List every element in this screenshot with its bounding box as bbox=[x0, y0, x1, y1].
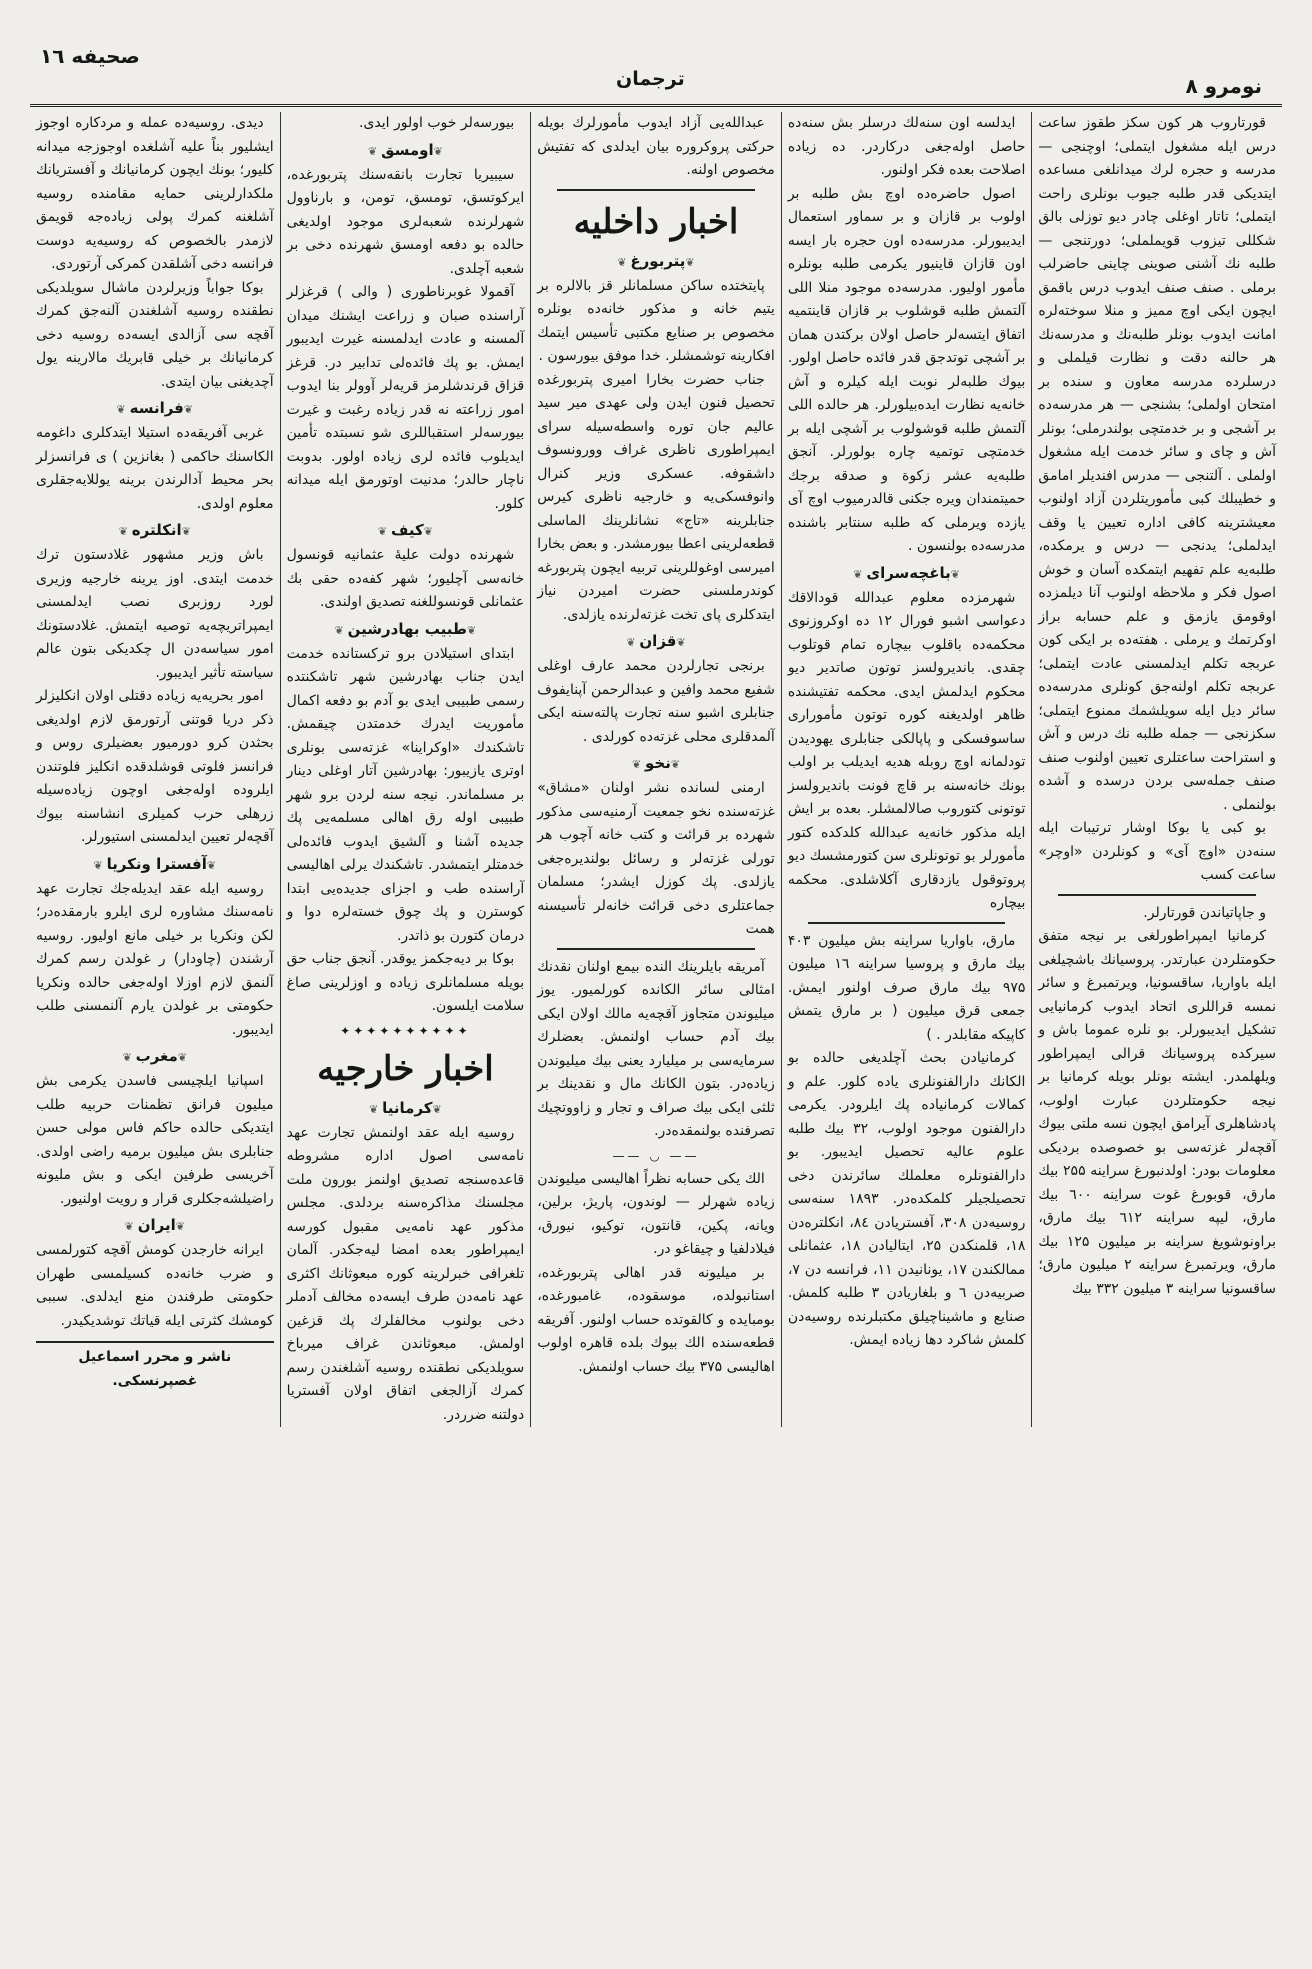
divider bbox=[557, 948, 755, 950]
paragraph: پایتختده ساکن مسلمانلر قز بالالره بر یتیم خانه و مذکور خانه‌ده بونلره مخصوص بر صنایع مکتبی تأسیس ایتمك افکارینه توشمشلر. خدا موفق بیورسون . bbox=[537, 277, 775, 364]
divider bbox=[557, 189, 755, 191]
paragraph: روسیه ایله عقد اولنمش تجارت عهد نامه‌سی اصول اداره مشروطه قاعده‌سنجه تصدیق اولنمز بورون ملت مجلسنك مذاکره‌سنه بردلدی. مجلس مذکور عهد نامه‌یی مقبول کورسه ایمپراطور بعده امضا لیه‌جکدر. آلمان تلغرافی خبرلرینه کوره مبعوثانك اکثری عهد نامه‌دن طرف ایسه‌ده مخالف آدملر دخی بولنوب مخالفلرك پك قزغین اولمش. مبعوثاندن غراف میرباخ سویلدیکی نطقنده روسیه آشلغندن رسم کمرك آزالجغی اتفاق اولان آفستریا دولتنه ضرردر. bbox=[286, 1124, 525, 1423]
section-masthead: اخبار خارجیه bbox=[317, 1048, 494, 1089]
paragraph: کرمانیادن بحث آچلدیغی حالده بو الکانك دارالفنونلری یاده کلور. علم و کمالات کرمانیاده پك ایلرودر. یکرمی دارالفنون موجود اولوب، ۳۲ بیك طلبه علوم عالیه تحصیل ایدیبور. بو دارالفنونلره معلملك سائرندن دخی تحصیلجیلر کلمکده‌در. ۱۸۹۳ سنه‌سی روسیه‌دن ۳۰۸، آفستریادن ۸٤، انکلتره‌دن ۱۸، قلمنکدن ۲۵، ایتالیادن ۱۸، عثمانلی ممالکندن ۱۷، یونانیدن ۱۱، فرانسه دن ۷، صربیه‌دن ٦ و بلغاریادن ۳ طلبه کلمش. صنایع و ماشیناچیلق مکتبلرنده روسیه‌دن کلمش شاکرد دها زیاده ایمش. bbox=[787, 1050, 1026, 1348]
divider bbox=[808, 922, 1006, 924]
ornament-divider: —— ◡ —— bbox=[612, 1148, 700, 1163]
section-heading: ❦ کرمانیا ❦ bbox=[287, 1097, 525, 1121]
paragraph: سیبیریا تجارت بانقه‌سنك پتربورغده، ایرکوتسق، تومسق، تومن، و بارناوول شهرلرنده شعبه‌لری موجود اولدیغی حالده بو دفعه اومسق شهرنده دخی بر شعبه آچلدی. bbox=[286, 166, 525, 277]
paragraph: الك یکی حسابه نظراً اهالیسی میلیوندن زیاده شهرلر — لوندون، پاریژ، برلین، ویانه، پکین، قانتون، توکیو، نیورق، فیلادلفیا و چیقاغو در. bbox=[537, 1170, 775, 1257]
paragraph: روسیه ایله عقد ایدیله‌جك تجارت عهد نامه‌سنك مشاوره لری ایلرو بارمقده‌در؛ لکن ونکریا بر خیلی مانع اولیور. روسیه آرشندن (چاودار) ر غولدن رسم کمرك آلنمق لازم اوزلا اوله‌جغی حالده ونکریا حکومتی بر غولدن یارم آلنمسنی طلب ایدیبور. bbox=[36, 880, 274, 1038]
header-rule bbox=[30, 104, 1282, 107]
paragraph: بیورسه‌لر خوب اولور ایدی. bbox=[359, 115, 515, 131]
issue-number: نومرو ۸ bbox=[1185, 74, 1262, 98]
columns bbox=[30, 112, 1282, 1427]
section-masthead: اخبار داخلیه bbox=[573, 201, 739, 242]
column-2 bbox=[781, 112, 1032, 1427]
page-number: صحیفه ۱٦ bbox=[40, 44, 140, 68]
section-heading: ❦ ایران ❦ bbox=[36, 1214, 274, 1238]
paragraph: آمریقه بایلرینك النده بیمع اولنان نقدنك امثالی سائر الکانده کورلمیور. یوز میلیوندن متجاوز آقچه‌یه مالك اولان ایکی بیك آدم حساب اولنمش. بعضلرك سرمایه‌سی بر میلیارد یعنی بیك میلیوندن زیاده‌در. بتون الکانك مال و نقدینك بر ثلثی ایکی بیك صراف و تجار و زاووتچیك تصرفنده بولنمقده‌در. bbox=[537, 958, 775, 1139]
column-1 bbox=[1031, 112, 1282, 1427]
paragraph: شهرنده دولت علیهٔ عثمانیه قونسول خانه‌سی آچلیور؛ شهر کفه‌ده حقی بك عثمانلی قونسوللغنه تصدیق اولندی. bbox=[286, 547, 525, 610]
divider bbox=[1058, 894, 1256, 896]
section-heading: ❦ قزان ❦ bbox=[537, 630, 775, 654]
paragraph: ابتدای استیلادن برو ترکستانده خدمت ایدن جناب بهادرشین شهر تاشکنتده رسمی طبیبی ایدی بو آدم بو دفعه اکمال مأموریت ایدرك خدمتدن چیقمش. تاشکندك «اوکراینا» غزته‌سی بونلری اوتری یازیبور: بهادرشین آتار اوغلی دینار بر مسلماندر. نیجه سنه لردن برو شهر طبیبی اوله رق اهالی مسلمه‌یی پك جدیده آشنا و آلشیق ایدوب فائده‌لی خدمتلر ایتمشدر. تاشکندك یرلی اهالیسی آراسنده طب و اجزای جدیده‌یی ابتدا کوسترن و پك چوق خسته‌لره دوا و درمان کتورن بو ذاتدر. bbox=[286, 645, 525, 944]
paragraph: جناب حضرت بخارا امیری پتربورغده تحصیل فنون ایدن ولی عهدی میر سید عالیم جان توره واسطه‌سیله سرای ایمپراطوری ناظری غراف وورونسوف داشقوفه. عسکری وزیر کنرال وانوفسکی‌یه و خارجیه ناظری کیرس جنابلرینه «تاج» نشانلرینك الماسلی قطعه‌لرینی اعطا بیورمشدر. و بعض بخارا امیرسی اوغوللرینی تربیه ایچون پتربورغه کوندرملسنی حضرت امیردن نیاز ایتدکلری پای تخت غزته‌لرنده یازلدی. bbox=[537, 371, 775, 623]
paragraph: مارق، باواریا سراینه بش میلیون ۴۰۳ بیك مارق و پروسیا سراینه ۱٦ میلیون ۹۷۵ بیك مارق صرف اولنور ایمش. جمعی قرق میلیون ( بر مارق یتمش کاپیکه مقابلدر . ) bbox=[787, 932, 1026, 1043]
section-heading: ❦ اومسق ❦ bbox=[287, 139, 525, 163]
section-heading: ❦ نخو ❦ bbox=[537, 752, 775, 776]
paragraph: برنجی تجارلردن محمد عارف اوغلی شفیع محمد وافین و عبدالرحمن آپنایفوف جنابلری اشبو سنه تجارت پالته‌سنه ایکی آلمدقلری محلی غزته‌ده کورلدی . bbox=[537, 658, 775, 745]
section-heading: ❦ کیف ❦ bbox=[287, 519, 525, 543]
paragraph: شهرمزده معلوم عبدالله قودالاقك دعواسی اشبو فورال ۱۲ ده اوکروزنوی محکمه‌ده باقلوب بیچاره تمام قوتلوب چقدی. باندیرولسز توتون صاتدیر دیو محکوم ایدلمش ایدی. محکمه تفتیشنده ظاهر اولدیغنه کوره توتون مأموراری ساسوفسکی و پاپالکی جنابلری یهودیدن تودلمانه اوچ روبله هدیه ایدیلب بر اولب بونك خانه‌سنه بر قاچ فونت باندیرولسز توتونی کتوروب صالالمشلر. بعده بر ایش ایله مذکور خانه‌یه عبدالله کلدکده کتور مأمورلر بو توتونلری سن کتورمشسك دیو پروتوقول یازدقاری آکلاشلدی. محکمه بیچاره bbox=[787, 589, 1026, 911]
paragraph: باش وزیر مشهور غلادستون ترك خدمت ایتدی. اوز یرینه خارجیه وزیری لورد روزبری نصب ایدلمسنی ایمپراتریچه‌یه توصیه ایتمش. غلادستونك امور سیاسه‌دن ال چکدیکی بتون عالم سیاسته تأثیر ایدیبور. bbox=[36, 547, 274, 681]
paragraph: آقمولا غوبرناطوری ( والی ) قرغزلر آراسنده صبان و زراعت ایشنك میدان آلمسنه و عادت ایدلمسنه غیرت ایدیبور ایمش. بو پك فائده‌لی تدابیر در. قرغز قزاق قرندشلرمز قریه‌لر آوولر بنا ایدوب امور زراعته نه قدر زیاده رغبت و غیرت بیورسه‌لر استقباللری شو نسبتده تأمین ایدیلوب فائده لری زیاده اولور. بدوبت ناچار حالدر؛ مدنیت اوتورمق ایله میدانه کلور. bbox=[286, 284, 525, 512]
ornament-divider: ✦✦✦✦✦✦✦✦✦✦ bbox=[340, 1023, 471, 1038]
paragraph: و جاپاتیاندن قورتارلر. bbox=[1143, 904, 1266, 921]
paragraph: اسپانیا ایلچیسی فاسدن یکرمی بش میلیون فرانق تظمنات حربیه طلب ایتدیکی حالده حاکم فاس مولی حسن جنابلری بش میلیون برمیه راضی اولدی. آخریسی طرفین ایکی و بش ملیونه راضیلشه‌جکلری قرار و رویت اولنیور. bbox=[36, 1073, 274, 1207]
paragraph: امور بحریه‌یه زیاده دقتلی اولان انکلیزلر ذکر دریا قوتنی آرتورمق لازم اولدیغی بحثدن کرو دورمیور بعضیلری روس و فرانسز فلوتی قوشلدقده انکلیز فلوتندن ایلروده اوله‌جغی اوچون زیاده‌سیله زرهلی حرب کمیلری انشاسنه بیوك آقچه‌لر تعیین ایدلمسنی استیورلر. bbox=[36, 688, 274, 845]
paragraph: کرمانیا ایمپراطورلغی بر نیجه متفق حکومتلردن عبارتدر. پروسیانك باشچیلغی ایله باواریا، ساقسونیا، ویرتمبرغ و سائر نمسه قراللری اتحاد ایدوب کرمانیایی تشکیل ایدیبورلر. بو نلره عموما باش و سیرکده پروسیانك قرالی ایمپراطور ویلهلمدر. ایشته بونلر بویله کرمانیا بر نیجه حکومتلردن عبارت اولوب، پادشاهلری آیرامق ایچون نسه ملتی بیوك آقچه‌لر غزته‌سی بو خصوصده بردیکی معلومات بودر: اولدنبورغ سراینه ۲۵۵ بیك مارق، قوبورغ غوت سراینه ٦۰۰ بیك مارق، لیپه سراینه ٦۱۲ بیك مارق، براونوشویغ سراینه بر میلیون ۱۲۵ بیك مارق، ویرتمبرغ سراینه ۲ میلیون مارق؛ ساقسونیا سراینه ۳ میلیون ۳۳۲ بیك bbox=[1038, 928, 1277, 1297]
paragraph: بو کبی یا بوکا اوشار ترتیبات ایله سنه‌دن «اوچ آی» و کونلردن «اوچر» ساعت کسب bbox=[1038, 820, 1276, 883]
section-heading: ❦ آفسترا ونکریا ❦ bbox=[36, 853, 274, 877]
paragraph: اصول حاضره‌ده اوچ بش طلبه بر اولوب بر قازان و بر سماور استعمال ایدیبورلر. مدرسه‌ده اون حجره بار ایسه اون قازان قاینیور یکرمی طلبه بونلره مأمور اولیور. مدرسه‌ده موجود منلا اللی آلتمش طلبه قوشلوب بر قازان قاینتمیه اتفاق ایتسه‌لر حاصل اولان برکتدن همان بر آشچی توتدجق قدر فائده حاصل اولور. بیوك طلبه‌لر نوبت ایله کیلره و آش خانه‌یه نظارت ایده‌بیلورلر. هر حالده اللی آلتمش طلبه قوشولوب بر آشچی ایله بر خدمتچی توتمیه چاره بولورلر. آنجق طلبه‌یه عشر زکوة و صدقه برجك حمیتمندان ویره جکنی قالدرمیوب اوچ آی یازده ویرملی که طلبه سنتابر باشنده مدرسه‌ده بولنسون . bbox=[787, 185, 1026, 554]
section-heading: ❦ انکلتره ❦ bbox=[36, 519, 274, 543]
section-heading: ❦ باغچه‌سرای ❦ bbox=[788, 562, 1026, 586]
paragraph: غربی آفریقه‌ده استیلا ایتدکلری داغومه الکاسنك حاکمی ( بغانزین ) ی فرانسزلر بحر محیط آدالرندن برینه یوللایه‌جقلری معلوم اولدی. bbox=[36, 425, 274, 512]
section-heading: ❦ فرانسه ❦ bbox=[36, 397, 274, 421]
paragraph: بوکا بر دیه‌جکمز یوقدر. آنجق جناب حق بویله مسلمانلری زیاده و اوزلرینی صاغ سلامت ایلسون. bbox=[286, 951, 525, 1014]
page-header bbox=[30, 0, 1282, 112]
paragraph: قورتاروب هر کون سکز طقوز ساعت درس ایله مشغول ایتملی؛ اوچنجی — مدرسه و حجره لرك میدانلغی مساعده ایتدیکی قدر طلبه جیوب بونلری راحت ایتملی؛ تاتار اوغلی چادر دیو توزلی بالق شکللی تیزوب قویململی؛ دورتنجی — طلبه نك آشنی صوینی چاینی حاضرلب برملی . صنف صنف ایدوب درس باقمق ایچون ایکی اوچ ممیز و منلا سوخته‌لره امانت ایدوب بونلر طلبه‌نك و مدرسه‌نك هر حالنه دقت و نظارت قیلملی و درسلرده مدرسه معاون و سنده بر امتحان اولملی؛ بشنجی — هر مدرسه‌ده بر آشجی و بر خدمتچی بولندرملی؛ بونلر آش و چای و سائر خدمت ایله مشغول اولملی . آلتنجی — مدرس افندیلر امامق و خطیبلك کبی مأموریتلردن آزاد اولنوب معیشترینه کافی اداره تعیین یا وقف ایدلملی؛ یدنجی — درس و یرمکده، طلبه‌یه علم تفهیم ایتمکده آسان و خوش اصول فکر و ملاحظه اولنوب آنا دیلمزده اوقومق یازمق و علم حسابه براز اوکرتمك و یرملی . هفته‌ده بر ایکی کون عربجه تکلم ایدلمسنی عادت ایتملی؛ عربجه تکلم اولنه‌جق کونلری مدرسه‌ده سائر دیل ایله سویلشمك ممنوع ایتملی؛ سکزنجی — جمله طلبه نك درس و آش و استراحت ساعتلری تعیین اولنوب صنف صنف جمله‌سی بردن درسده و آشده بولنملی . bbox=[1038, 115, 1276, 813]
paragraph: بوکا جواباً وزیرلردن ماشال سویلدیکی نطقنده روسیه آشلغندن آلنه‌جق کمرك آقچه سی آزالدی ایسه‌ده روسیه دخی کرمانیانك بر خیلی قابریك مالارینه یول آچدیغنی بیان ایتدی. bbox=[36, 279, 274, 390]
paragraph: ایرانه خارجدن کومش آقچه کتورلمسی و ضرب خانه‌ده کسیلمسی طهران حکومتی طرفندن منع ایدلدی. سببی کومشك کثرتی ایله قیاتك توشدیکیدر. bbox=[36, 1242, 274, 1329]
signature-line: ناشر و محرر اسماعیل غصپرنسکی. bbox=[36, 1341, 274, 1393]
column-3 bbox=[530, 112, 781, 1427]
paragraph: عبدالله‌یی آزاد ایدوب مأمورلرك بویله حرکتی پروکروره بیان ایدلدی که تفتیش مخصوص اولنه. bbox=[537, 115, 775, 178]
newspaper-title: ترجمان bbox=[616, 68, 685, 90]
column-5 bbox=[30, 112, 280, 1427]
paragraph: ایدلسه اون سنه‌لك درسلر بش سنه‌ده حاصل اوله‌جغی درکاردر. ده زیاده اصلاحت بعده فکر اولنور. bbox=[787, 115, 1026, 178]
paragraph: بر میلیونه قدر اهالی پتربورغده، استانبولده، موسقوده، غامبورغده، بومبایده و کالقوتده حساب اولنور. آفریقه قطعه‌سنده الك بیوك بلده قاهره اولوب اهالیسی ۳۷۵ بیك حساب اولنمش. bbox=[537, 1264, 775, 1375]
section-heading: ❦ پتربورغ ❦ bbox=[537, 250, 775, 274]
section-heading: ❦ مغرب ❦ bbox=[36, 1045, 274, 1069]
paragraph: ارمنی لسانده نشر اولنان «مشاق» غزته‌سنده نخو جمعیت آرمنیه‌سی مذکور شهرده بر قرائت و کتب خانه آچوب هر تورلی غزته‌لر و رسائل بولندیره‌جغی یازلدی. پك کوزل ایشدر؛ مسلمان جماعتلری دخی قرائت خانه‌لر تأسیسنه همت bbox=[537, 780, 775, 937]
column-4 bbox=[280, 112, 531, 1427]
section-heading: ❦ طبیب بهادرشین ❦ bbox=[287, 618, 525, 642]
paragraph: دیدی. روسیه‌ده عمله و مردکاره اوجوز ایشلیور بناً علیه آشلغده اوجوزجه میدانه کلیور؛ بونك ایچون کرمانیانك و آفستریانك ملکدارلرینی حمایه مقامنده روسیه آشلغنه کمرك پولی زیاده‌جه قویمق لازمدر بالخصوص که روسیه‌یه دوست فرانسه دخی آشلقدن کمرکی آرتوردی. bbox=[36, 115, 274, 272]
